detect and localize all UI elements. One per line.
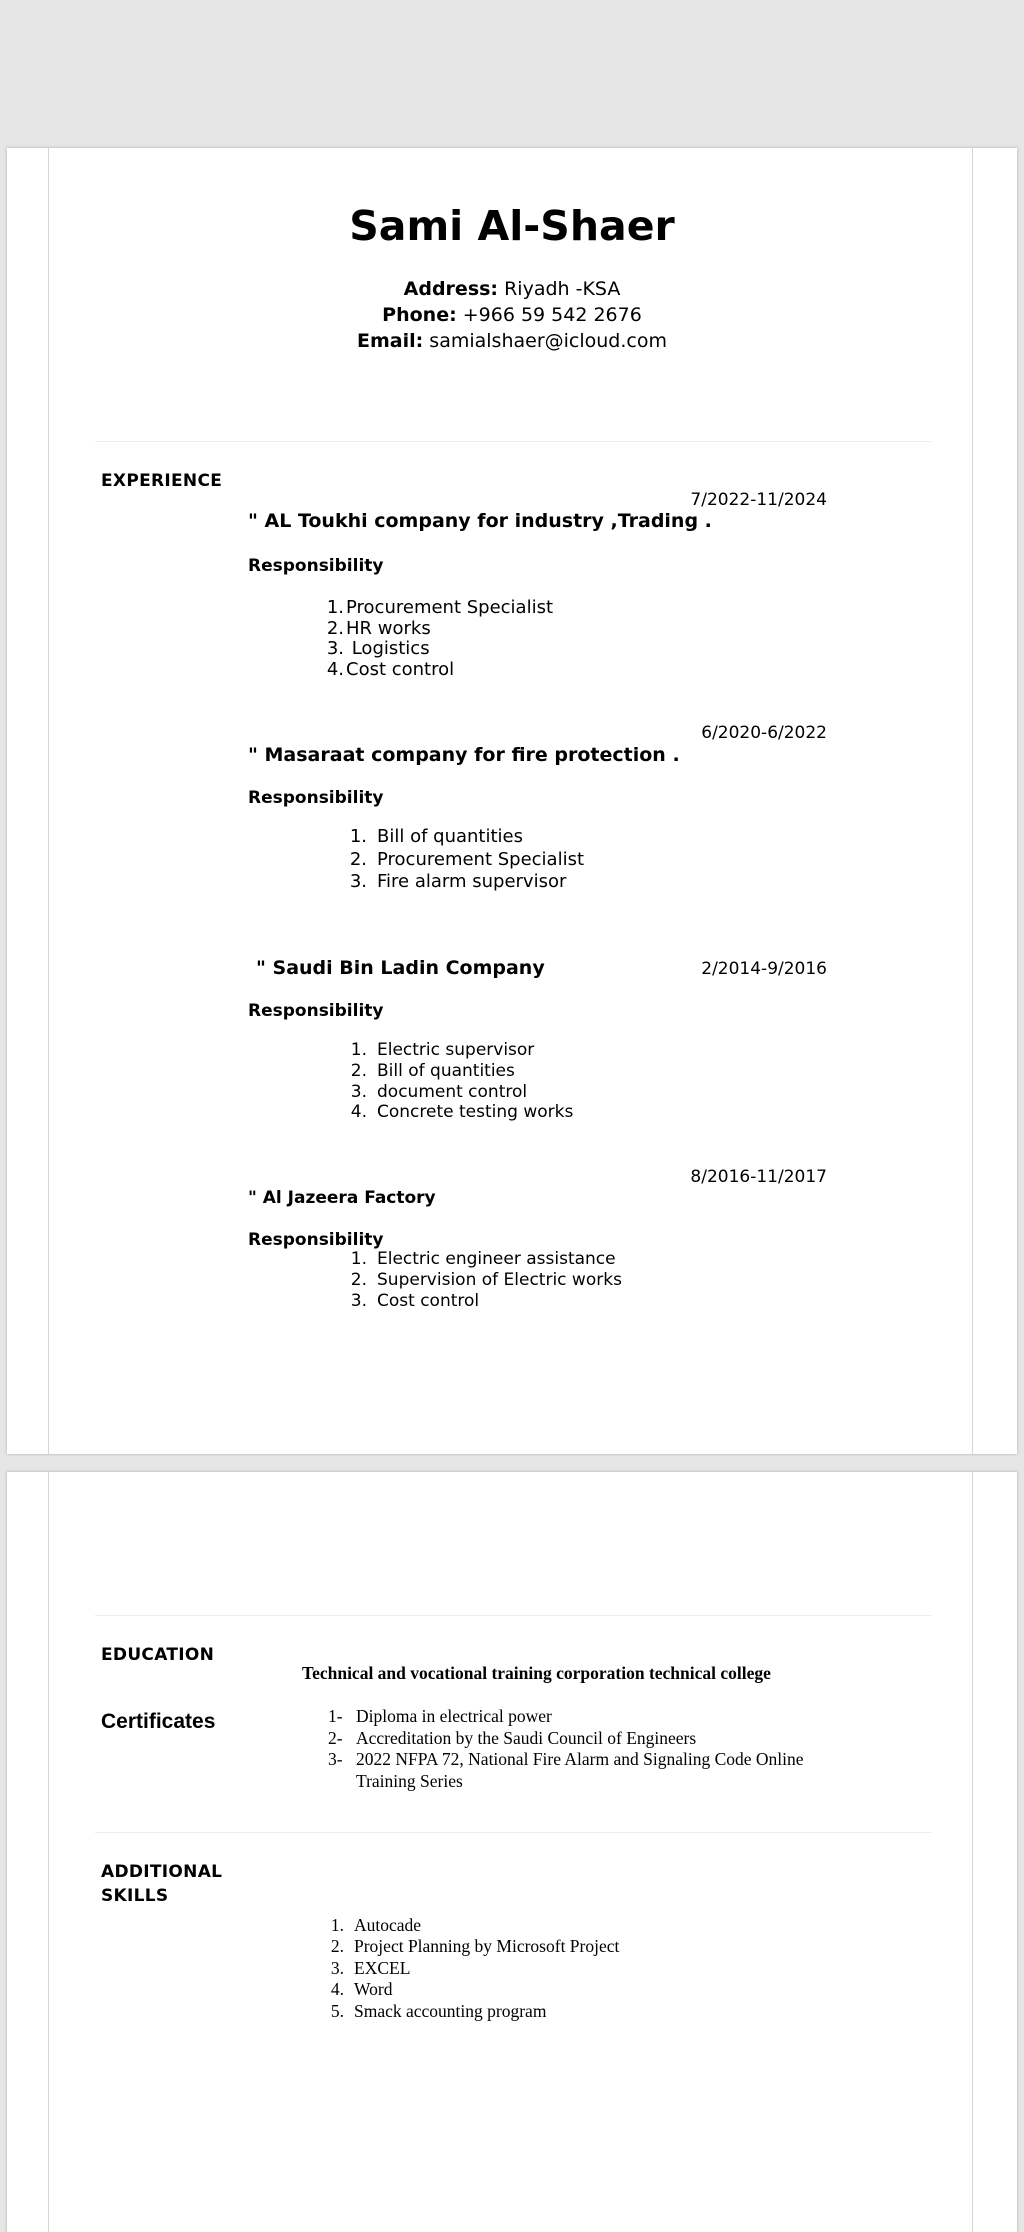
list-item: 3- 2022 NFPA 72, National Fire Alarm and Signaling Code Online Training Series (328, 1749, 804, 1791)
education-school: Technical and vocational training corporation technical college (302, 1663, 771, 1683)
right-margin-guide (972, 1472, 973, 2232)
email-label: Email: (357, 330, 424, 352)
list-item: 2. Supervision of Electric works (350, 1269, 622, 1290)
responsibility-list (325, 598, 553, 680)
job-company: " AL Toukhi company for industry ,Trading . (248, 510, 712, 532)
additional-skills-heading: ADDITIONAL SKILLS (101, 1862, 223, 1906)
list-item: 4. Concrete testing works (350, 1102, 574, 1123)
responsibility-label: Responsibility (248, 556, 384, 576)
experience-heading: EXPERIENCE (101, 471, 223, 491)
job-company: " Saudi Bin Ladin Company (256, 957, 545, 979)
list-item: 4. Cost control (326, 658, 455, 680)
job-dates: 2/2014-9/2016 (701, 959, 827, 979)
certificates-heading: Certificates (101, 1710, 216, 1733)
job-company: " Al Jazeera Factory (248, 1188, 436, 1208)
email-line (7, 330, 1017, 352)
responsibility-list (345, 826, 584, 894)
list-item: 1- Diploma in electrical power (328, 1706, 552, 1726)
document-page-2 (7, 1472, 1017, 2232)
list-item: 1. Electric supervisor (350, 1040, 535, 1060)
education-heading: EDUCATION (101, 1645, 215, 1665)
list-item: 3. document control (350, 1081, 528, 1102)
responsibility-label: Responsibility (248, 788, 384, 808)
section-divider (95, 1615, 931, 1616)
list-item: 2. Bill of quantities (350, 1060, 515, 1081)
list-item: 5. Smack accounting program (330, 2000, 547, 2021)
certificates-list (328, 1706, 804, 1792)
left-margin-guide (48, 1472, 49, 2232)
phone-value: +966 59 542 2676 (462, 304, 642, 326)
list-item: 3. Cost control (350, 1290, 480, 1311)
list-item: 3. EXCEL (330, 1957, 411, 1978)
list-item: 1. Procurement Specialist (326, 597, 554, 618)
address-line (7, 278, 1017, 300)
responsibility-list (345, 1249, 622, 1311)
phone-line (7, 304, 1017, 326)
responsibility-list (345, 1040, 573, 1123)
list-item: 2- Accreditation by the Saudi Council of Engineers (328, 1727, 697, 1748)
section-divider (95, 441, 931, 442)
list-item: 3. Fire alarm supervisor (349, 871, 567, 892)
responsibility-label: Responsibility (248, 1230, 384, 1250)
list-item: 2. HR works (326, 617, 431, 639)
list-item: 3. Logistics (326, 638, 430, 659)
list-item: 2. Project Planning by Microsoft Project (330, 1936, 620, 1957)
email-value: samialshaer@icloud.com (429, 330, 667, 352)
job-dates: 8/2016-11/2017 (690, 1167, 827, 1187)
list-item: 1. Electric engineer assistance (350, 1249, 616, 1269)
resume-name: Sami Al-Shaer (349, 202, 675, 250)
skills-list (326, 1915, 619, 2022)
address-label: Address: (403, 278, 499, 300)
section-divider (95, 1832, 931, 1833)
job-dates: 6/2020-6/2022 (701, 723, 827, 743)
address-value: Riyadh -KSA (504, 278, 621, 300)
list-item: 4. Word (330, 1979, 393, 2000)
phone-label: Phone: (382, 304, 457, 326)
list-item: 1. Autocade (330, 1915, 422, 1935)
document-page-1 (7, 148, 1017, 1454)
responsibility-label: Responsibility (248, 1001, 384, 1021)
list-item: 2. Procurement Specialist (349, 848, 585, 870)
job-company: " Masaraat company for fire protection . (248, 744, 680, 766)
job-dates: 7/2022-11/2024 (690, 490, 827, 510)
list-item: 1. Bill of quantities (349, 826, 523, 847)
